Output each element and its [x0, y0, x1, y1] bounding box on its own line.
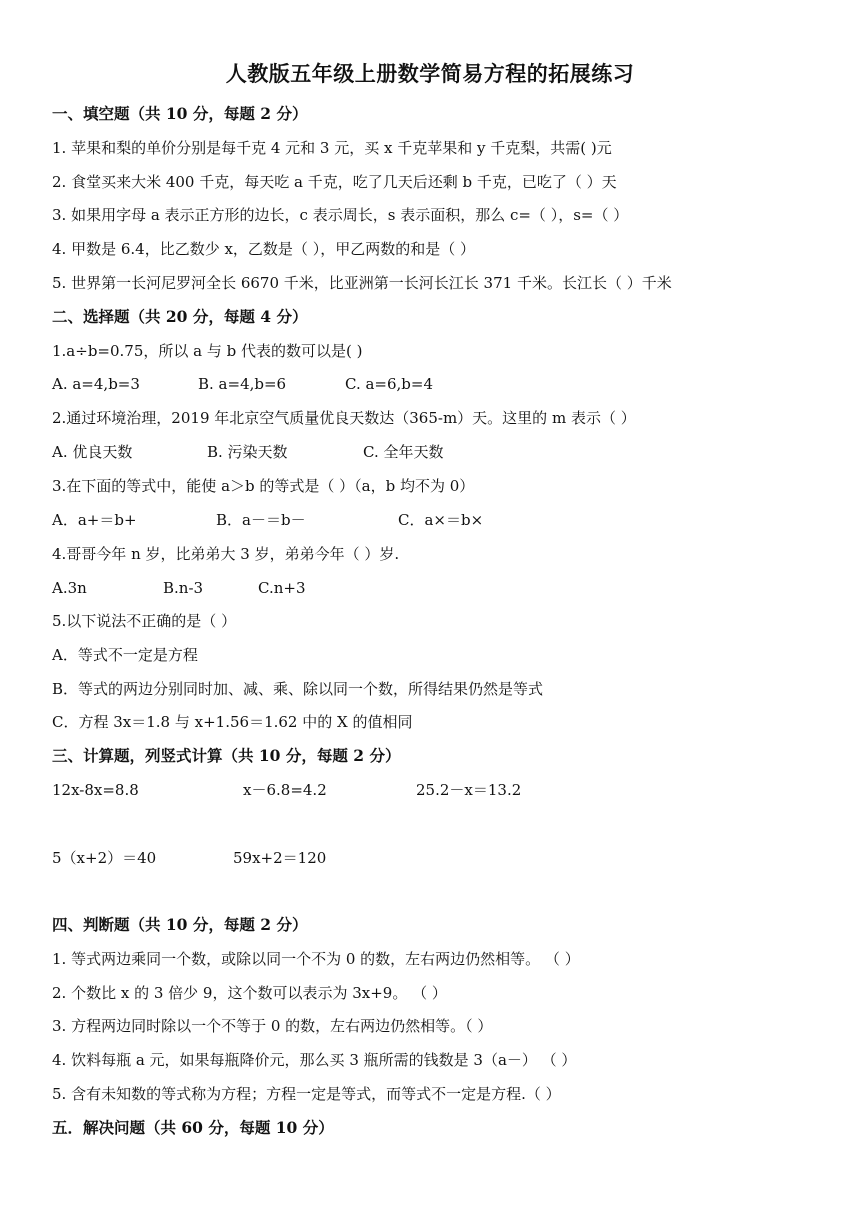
choice-3-option-b: B．a－＝b－ [216, 511, 306, 529]
equation-4: 5（x+2）＝40 [52, 849, 157, 867]
equation-2: x－6.8=4.2 [243, 781, 327, 799]
section-3-heading: 三、计算题，列竖式计算（共 10 分，每题 2 分） [52, 746, 401, 765]
section-1-heading: 一、填空题（共 10 分，每题 2 分） [52, 104, 308, 123]
choice-4-option-c: C.n+3 [258, 579, 306, 597]
choice-5-option-a: A．等式不一定是方程 [52, 646, 198, 664]
choice-4-option-b: B.n-3 [163, 579, 204, 597]
choice-5-option-c: C．方程 3x＝1.8 与 x+1.56＝1.62 中的 X 的值相同 [52, 713, 413, 731]
true-false-item-3: 3. 方程两边同时除以一个不等于 0 的数，左右两边仍然相等。（ ） [52, 1017, 493, 1035]
fill-blank-item-3: 3. 如果用字母 a 表示正方形的边长，c 表示周长，s 表示面积，那么 c=（ ），s=（ ） [52, 206, 629, 224]
true-false-item-4: 4. 饮料每瓶 a 元，如果每瓶降价元，那么买 3 瓶所需的钱数是 3（a－） （ ） [52, 1051, 577, 1069]
choice-1-option-a: A. a=4,b=3 [52, 375, 140, 393]
equation-1: 12x-8x=8.8 [52, 781, 139, 799]
fill-blank-item-5: 5. 世界第一长河尼罗河全长 6670 千米，比亚洲第一长河长江长 371 千米。长江长（ ）千米 [52, 274, 672, 292]
section-2-heading: 二、选择题（共 20 分，每题 4 分） [52, 307, 308, 326]
fill-blank-item-4: 4. 甲数是 6.4，比乙数少 x，乙数是（ ），甲乙两数的和是（ ） [52, 240, 475, 258]
fill-blank-item-1: 1. 苹果和梨的单价分别是每千克 4 元和 3 元，买 x 千克苹果和 y 千克梨，共需( )元 [52, 139, 612, 157]
choice-5-option-b: B．等式的两边分别同时加、减、乘、除以同一个数，所得结果仍然是等式 [52, 680, 544, 698]
true-false-item-2: 2. 个数比 x 的 3 倍少 9，这个数可以表示为 3x+9。 （ ） [52, 984, 447, 1002]
choice-2-option-a: A. 优良天数 [52, 443, 133, 461]
choice-question-5: 5.以下说法不正确的是（ ） [52, 612, 237, 630]
true-false-item-5: 5. 含有未知数的等式称为方程；方程一定是等式，而等式不一定是方程.（ ） [52, 1085, 561, 1103]
true-false-item-1: 1. 等式两边乘同一个数，或除以同一个不为 0 的数，左右两边仍然相等。 （ ） [52, 950, 580, 968]
page-title: 人教版五年级上册数学简易方程的拓展练习 [225, 61, 635, 86]
section-5-heading: 五．解决问题（共 60 分，每题 10 分） [52, 1118, 334, 1137]
equation-3: 25.2－x＝13.2 [416, 781, 522, 799]
choice-question-4: 4.哥哥今年 n 岁，比弟弟大 3 岁，弟弟今年（ ）岁. [52, 545, 400, 563]
choice-1-option-c: C. a=6,b=4 [345, 375, 434, 393]
choice-question-3: 3.在下面的等式中，能使 a＞b 的等式是（ ）（a，b 均不为 0） [52, 477, 475, 495]
choice-2-option-b: B. 污染天数 [207, 443, 288, 461]
choice-question-2: 2.通过环境治理，2019 年北京空气质量优良天数达（365-m）天。这里的 m 表示（ ） [52, 409, 636, 427]
choice-4-option-a: A.3n [52, 579, 87, 597]
choice-2-option-c: C. 全年天数 [363, 443, 444, 461]
fill-blank-item-2: 2. 食堂买来大米 400 千克，每天吃 a 千克，吃了几天后还剩 b 千克，已吃了（ ）天 [52, 173, 617, 191]
choice-question-1: 1.a÷b=0.75，所以 a 与 b 代表的数可以是( ) [52, 342, 363, 360]
section-4-heading: 四、判断题（共 10 分，每题 2 分） [52, 915, 308, 934]
choice-1-option-b: B. a=4,b=6 [198, 375, 287, 393]
equation-5: 59x+2＝120 [233, 849, 327, 867]
choice-3-option-c: C．a×＝b× [398, 511, 484, 529]
choice-3-option-a: A．a+＝b+ [52, 511, 137, 529]
